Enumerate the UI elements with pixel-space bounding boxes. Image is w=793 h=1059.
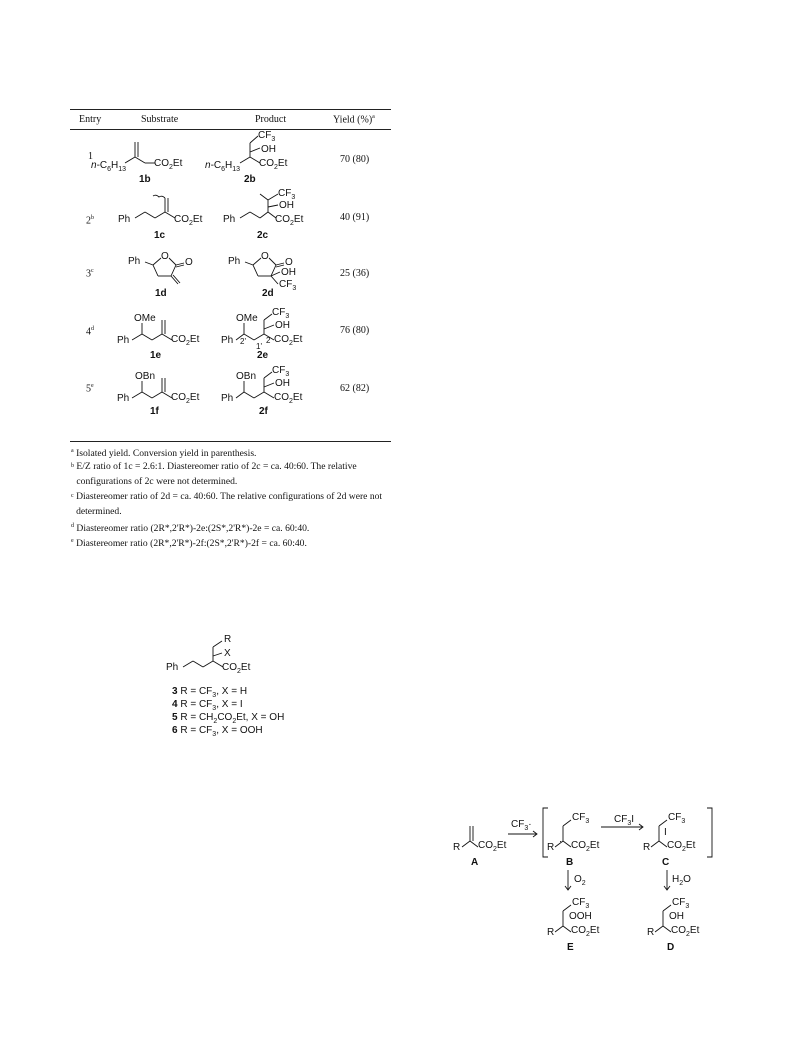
scheme-label-c: C (662, 857, 670, 868)
prod-2e-n2p: 2' (240, 337, 246, 346)
compound-6: 6 $R = CF_3$, X = OOH (172, 725, 263, 738)
sub-1c-ph: Ph (118, 214, 131, 225)
label-1f: 1f (150, 406, 159, 417)
compound-r: R (224, 634, 232, 645)
label-2f: 2f (259, 406, 268, 417)
header-substrate: Substrate (141, 114, 179, 125)
scheme-c-r: R (643, 842, 651, 853)
yield-2: 40 (91) (340, 212, 370, 223)
prod-2d-ph: Ph (228, 256, 241, 267)
scheme-b-radical-dot: · (559, 836, 562, 846)
yield-5: 62 (82) (340, 383, 370, 394)
scheme-e-ooh: OOH (569, 911, 592, 922)
sub-1f-co2et: $CO_2Et$ (171, 392, 200, 405)
prod-2f-oh: OH (275, 378, 290, 389)
entry-3: 3$^c$ (86, 268, 94, 280)
prod-2f-cf3: $CF_3$ (272, 365, 290, 378)
compound-3: 3 $R = CF_3$, X = H (172, 686, 248, 699)
label-1d: 1d (155, 288, 167, 299)
scheme-d-co2et: $CO_2Et$ (671, 925, 700, 938)
prod-2d-oh: OH (281, 267, 296, 278)
header-entry: Entry (79, 114, 102, 125)
prod-2b-co2et: $CO_2Et$ (259, 158, 288, 171)
footnote-b: $^b$ E/Z ratio of 1c = 2.6:1. Diastereomer ratio of 2c = ca. 40:60. The relative configurations of 2c were not determined. (71, 461, 357, 487)
reagent-cf3i: $CF_3I$ (614, 814, 635, 827)
scheme-a-r: R (453, 842, 461, 853)
entry-5: 5e (86, 383, 94, 395)
reagent-o2: $O_2$ (574, 874, 586, 887)
compound-ph: Ph (166, 662, 179, 673)
label-2d: 2d (262, 288, 274, 299)
scheme-b-r: R (547, 842, 555, 853)
prod-2e-ome: OMe (236, 313, 258, 324)
compound-5: 5 $R = CH_2CO_2Et$, X = OH (172, 712, 285, 725)
scheme-c-i: I (664, 827, 667, 838)
label-2b: 2b (244, 174, 256, 185)
entry-2: 2$^b$ (86, 215, 94, 227)
footnote-e: $^e$ Diastereomer ratio (2R*,2'R*)-2f:(2S*,2'R*)-2f = ca. 60:40. (71, 538, 307, 550)
scheme-e-cf3: $CF_3$ (572, 897, 590, 910)
sub-1d-co: O (185, 257, 193, 268)
sub-1f-obn: OBn (135, 371, 156, 382)
entry-1: 1 (88, 151, 93, 162)
yield-4: 76 (80) (340, 325, 370, 336)
prod-2f-obn: OBn (236, 371, 257, 382)
sub-1c-co2et: $CO_2Et$ (174, 214, 203, 227)
prod-2c-oh: OH (279, 200, 294, 211)
scheme-d-cf3: $CF_3$ (672, 897, 690, 910)
scheme-label-a: A (471, 857, 479, 868)
scheme-e-co2et: $CO_2Et$ (571, 925, 600, 938)
scheme-d-oh: OH (669, 911, 684, 922)
header-yield: Yield (%)$^a$ (333, 114, 375, 126)
sub-1d-o: O (161, 251, 169, 262)
sub-1d-ph: Ph (128, 256, 141, 267)
prod-2e-oh: OH (275, 320, 290, 331)
scheme-a-co2et: $CO_2Et$ (478, 840, 507, 853)
sub-1e-co2et: $CO_2Et$ (171, 334, 200, 347)
sub-1e-ph: Ph (117, 335, 130, 346)
prod-2f-ph: Ph (221, 393, 234, 404)
scheme-d-r: R (647, 927, 655, 938)
compound-co2et: $CO_2Et$ (222, 662, 251, 675)
sub-1b-left: $n-C_6H_{13}$ (91, 160, 127, 173)
yield-1: 70 (80) (340, 154, 370, 165)
prod-2c-ph: Ph (223, 214, 236, 225)
scheme-b-co2et: $CO_2Et$ (571, 840, 600, 853)
scheme-c-cf3: $CF_3$ (668, 812, 686, 825)
label-1c: 1c (154, 230, 166, 241)
sub-1e-ome: OMe (134, 313, 156, 324)
footnote-d: $^d$ Diastereomer ratio (2R*,2'R*)-2e:(2S*,2'R*)-2e = ca. 60:40. (71, 523, 310, 535)
prod-2e-cf3: $CF_3$ (272, 307, 290, 320)
prod-2c-co2et: $CO_2Et$ (275, 214, 304, 227)
prod-2b-left: $n-C_6H_{13}$ (205, 160, 241, 173)
prod-2c-cf3: $CF_3$ (278, 188, 296, 201)
label-1e: 1e (150, 350, 162, 361)
sub-1f-ph: Ph (117, 393, 130, 404)
scheme-label-b: B (566, 857, 574, 868)
scheme-b-cf3: $CF_3$ (572, 812, 590, 825)
reagent-cf3-radical: $CF_3\cdot$ (511, 819, 532, 832)
label-1b: 1b (139, 174, 151, 185)
compound-4: 4 $R = CF_3$, X = I (172, 699, 243, 712)
prod-2b-cf3: $CF_3$ (258, 130, 276, 143)
scheme-c-co2et: $CO_2Et$ (667, 840, 696, 853)
prod-2e-n1p: 1' (256, 342, 262, 351)
label-2c: 2c (257, 230, 269, 241)
prod-2f-co2et: $CO_2Et$ (274, 392, 303, 405)
scheme-label-d: D (667, 942, 675, 953)
entry-4: 4$^d$ (86, 326, 94, 338)
yield-3: 25 (36) (340, 268, 370, 279)
prod-2e-co2et: $CO_2Et$ (274, 334, 303, 347)
compound-x: X (224, 648, 231, 659)
prod-2d-co: O (285, 257, 293, 268)
prod-2e-ph: Ph (221, 335, 234, 346)
label-2e: 2e (257, 350, 269, 361)
prod-2b-oh: OH (261, 144, 276, 155)
scheme-e-r: R (547, 927, 555, 938)
prod-2d-cf3: $CF_3$ (279, 279, 297, 292)
footnote-a: $^a$ Isolated yield. Conversion yield in parenthesis. (71, 448, 257, 460)
reagent-h2o: $H_2O$ (672, 874, 691, 887)
sub-1b-co2et: $CO_2Et$ (154, 158, 183, 171)
prod-2d-o: O (261, 251, 269, 262)
footnote-c: $^c$ Diastereomer ratio of 2d = ca. 40:60. The relative configurations of 2d were not determined. (71, 491, 383, 517)
prod-2e-n2: 2 (266, 336, 271, 345)
header-product: Product (255, 114, 287, 125)
scheme-label-e: E (567, 942, 574, 953)
